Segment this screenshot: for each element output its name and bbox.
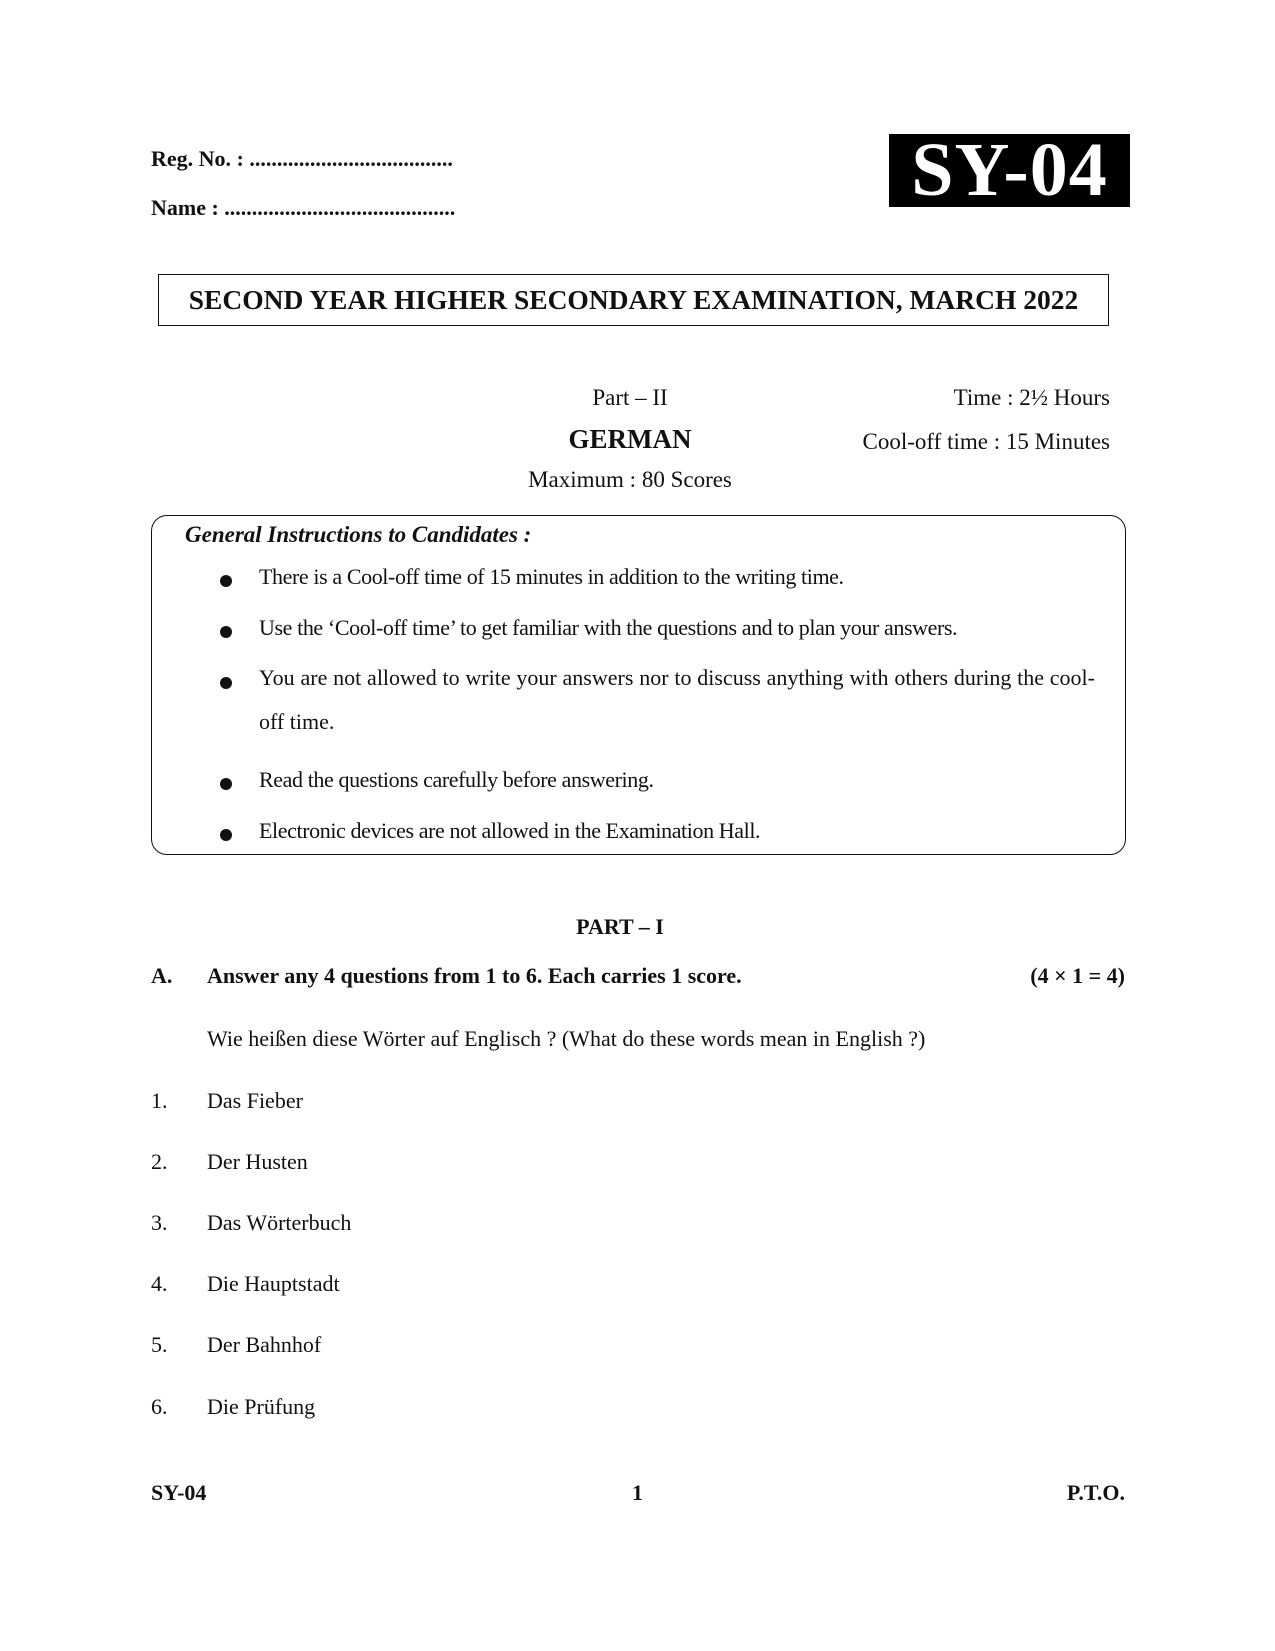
- item-number: 2.: [151, 1149, 168, 1174]
- instruction-item: Use the ‘Cool-off time’ to get familiar with the questions and to plan your answers.: [259, 615, 958, 640]
- item-word: Das Fieber: [207, 1088, 303, 1113]
- reg-no-field: Reg. No. : .....................................: [151, 146, 453, 171]
- paper-code-badge: SY-04: [889, 134, 1130, 207]
- bullet-icon: [220, 778, 232, 790]
- item-number: 1.: [151, 1088, 168, 1113]
- item-word: Das Wörterbuch: [207, 1210, 352, 1235]
- bullet-icon: [220, 575, 232, 587]
- part-label: Part – II: [592, 385, 668, 410]
- bullet-icon: [220, 626, 232, 638]
- item-word: Die Prüfung: [207, 1394, 316, 1419]
- instruction-item: There is a Cool-off time of 15 minutes in addition to the writing time.: [259, 564, 844, 589]
- item-number: 3.: [151, 1210, 168, 1235]
- instruction-item: Electronic devices are not allowed in the Examination Hall.: [259, 818, 761, 843]
- exam-title: SECOND YEAR HIGHER SECONDARY EXAMINATION, MARCH 2022: [158, 274, 1109, 326]
- part-heading: PART – I: [576, 914, 664, 939]
- question-marks: (4 × 1 = 4): [1030, 963, 1125, 988]
- time-allowed: Time : 2½ Hours: [953, 385, 1110, 410]
- subject-title: GERMAN: [568, 424, 692, 454]
- maximum-score: Maximum : 80 Scores: [528, 467, 732, 492]
- name-field: Name : ..........................................: [151, 195, 456, 220]
- item-word: Der Bahnhof: [207, 1332, 322, 1357]
- pto-label: P.T.O.: [1066, 1480, 1125, 1505]
- page-number: 1: [632, 1480, 643, 1505]
- instructions-title: General Instructions to Candidates :: [185, 522, 532, 547]
- question-instruction: Answer any 4 questions from 1 to 6. Each carries 1 score.: [207, 963, 742, 988]
- item-number: 5.: [151, 1332, 168, 1357]
- footer-paper-code: SY-04: [151, 1480, 207, 1505]
- question-prompt: Wie heißen diese Wörter auf Englisch ? (What do these words mean in English ?): [207, 1026, 926, 1051]
- bullet-icon: [220, 677, 232, 689]
- cool-off-time: Cool-off time : 15 Minutes: [862, 429, 1110, 454]
- instruction-item: Read the questions carefully before answering.: [259, 767, 654, 792]
- bullet-icon: [220, 829, 232, 841]
- item-word: Der Husten: [207, 1149, 308, 1174]
- item-number: 6.: [151, 1394, 168, 1419]
- question-letter: A.: [151, 963, 173, 988]
- item-word: Die Hauptstadt: [207, 1271, 340, 1296]
- item-number: 4.: [151, 1271, 168, 1296]
- instruction-item: You are not allowed to write your answers nor to discuss anything with others during the cool-off time.: [259, 665, 1095, 734]
